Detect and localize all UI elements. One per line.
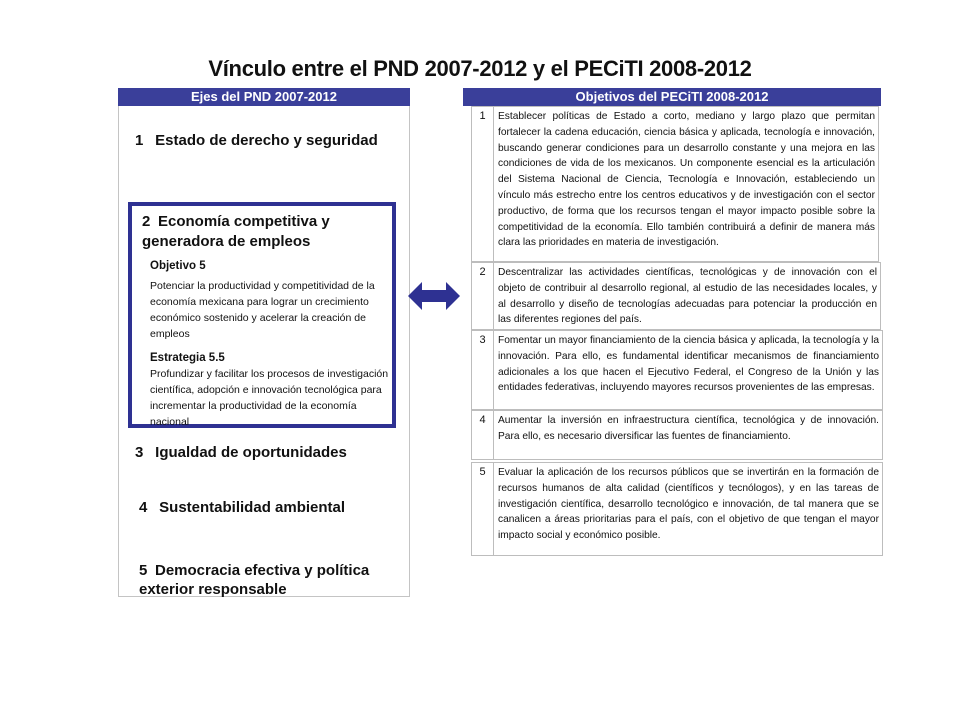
- objetivo-number: 3: [472, 331, 494, 409]
- eje-number: 2: [142, 213, 151, 230]
- eje-label: Economía competitiva y generadora de empleos: [142, 213, 330, 250]
- objetivo-number: 1: [472, 107, 494, 261]
- objetivo-row-3: [471, 330, 883, 410]
- peciti-objectives-header: Objetivos del PECiTI 2008-2012: [463, 88, 881, 106]
- eje-3: [135, 444, 347, 461]
- eje-label: Estado de derecho y seguridad: [155, 132, 378, 149]
- eje-1: [135, 132, 378, 149]
- objetivo-row-1: [471, 106, 879, 262]
- estrategia-title: Estrategia 5.5: [150, 352, 225, 364]
- peciti-objectives-panel: [463, 88, 883, 558]
- eje-label: Democracia efectiva y política exterior responsable: [139, 562, 370, 598]
- page-title: Vínculo entre el PND 2007-2012 y el PECiTI 2008-2012: [208, 56, 752, 81]
- eje-label: Igualdad de oportunidades: [155, 444, 347, 461]
- eje-4: [139, 499, 345, 516]
- objetivo-text: Descentralizar las actividades científicas, tecnológicas y de innovación con el objeto de contribuir al desarrollo regional, al estudio de las necesidades locales, y al desarrollo y diseño de tecnologías adecuadas para potenciar la producción en las diferentes regiones del país.: [498, 267, 877, 326]
- objetivo-number: 4: [472, 411, 494, 459]
- eje-2-highlight-box: [128, 202, 396, 428]
- estrategia-text: Profundizar y facilitar los procesos de investigación científica, adopción e innovación tecnológica para incrementar la productividad de la economía nacional: [150, 368, 389, 428]
- eje-2: [142, 212, 392, 252]
- pnd-axes-header: Ejes del PND 2007-2012: [118, 88, 410, 106]
- pnd-axes-body: [118, 106, 410, 597]
- objetivo-text: Fomentar un mayor financiamiento de la ciencia básica y aplicada, la tecnología y la innovación. Para ello, es fundamental identificar mecanismos de financiamiento adicionales a los que hacen el Ejecutivo Federal, el Congreso de la Unión y las entidades federativas, incluyendo mayores recursos provenientes de las empresas.: [498, 335, 879, 394]
- eje-number: 5: [139, 562, 148, 579]
- eje-5: [139, 561, 389, 599]
- objetivo-number: 5: [472, 463, 494, 555]
- eje-number: 1: [135, 132, 144, 149]
- objetivo-row-5: [471, 462, 883, 556]
- objetivo-title: Objetivo 5: [150, 260, 206, 272]
- objetivo-text: Aumentar la inversión en infraestructura científica, tecnológica y de innovación. Para ello, es necesario diversificar las fuentes de financiamiento.: [498, 415, 879, 442]
- objetivo-row-4: [471, 410, 883, 460]
- pnd-axes-panel: [118, 88, 410, 598]
- objetivo-number: 2: [472, 263, 494, 329]
- double-arrow-icon: [408, 280, 460, 312]
- eje-label: Sustentabilidad ambiental: [159, 499, 346, 516]
- eje-number: 4: [139, 499, 148, 516]
- objetivo-text: Potenciar la productividad y competitividad de la economía mexicana para lograr un crecimiento económico sostenido y acelerar la creación de empleos: [150, 280, 375, 340]
- eje-number: 3: [135, 444, 144, 461]
- objetivo-text: Establecer políticas de Estado a corto, mediano y largo plazo que permitan fortalecer la cadena educación, ciencia básica y aplicada, tecnología e innovación, buscando generar condiciones para un desarrollo constante y una mejora en las condiciones de vida de los mexicanos. Un componente esencial es la articulación del Sistema Nacional de Ciencia, Tecnología e Innovación, estableciendo un vínculo más estrecho entre los centros educativos y de investigación con el sector productivo, de forma que los recursos tengan el mayor impacto posible sobre la competitividad de la economía. Ello también contribuirá a definir de manera más clara las prioridades en materia de investigación.: [498, 111, 875, 249]
- objetivo-text: Evaluar la aplicación de los recursos públicos que se invertirán en la formación de recursos humanos de alta calidad (científicos y tecnólogos), y en las tareas de investigación científica, desarrollo tecnológico e innovación, de tal manera que se canalicen a áreas prioritarias para el país, con el objetivo de que tengan el mayor impacto social y económico posible.: [498, 467, 879, 542]
- objetivo-row-2: [471, 262, 881, 330]
